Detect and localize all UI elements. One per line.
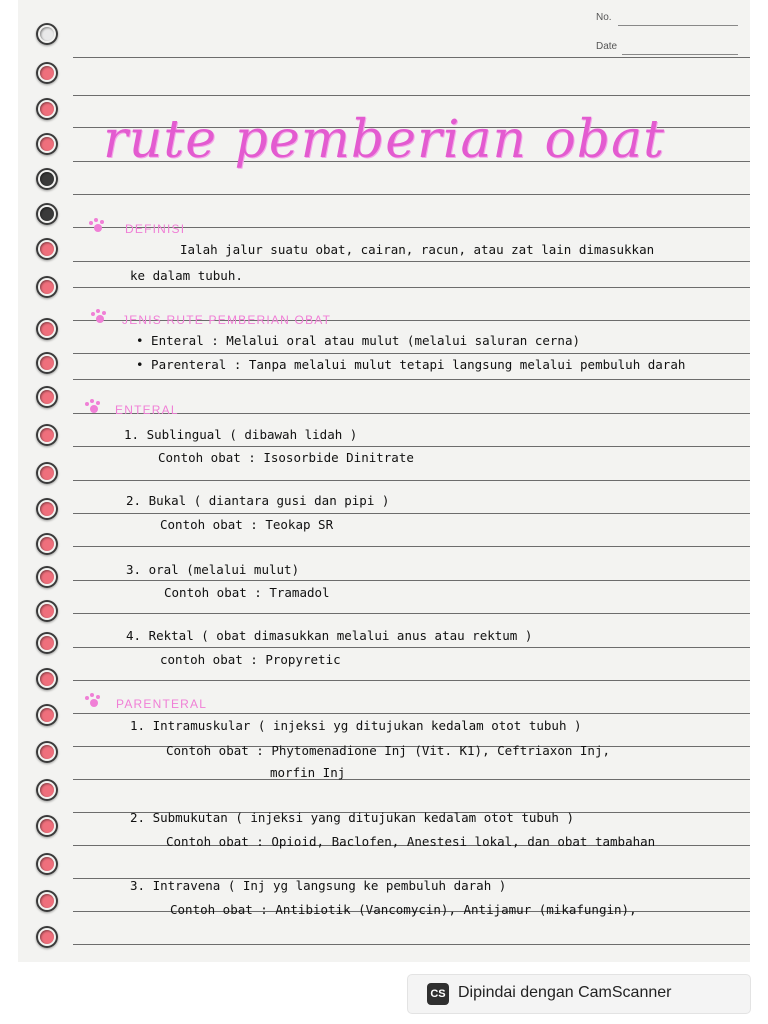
paw-icon [90, 309, 108, 323]
definisi-line-2: ke dalam tubuh. [130, 268, 243, 283]
spiral-ring [36, 632, 58, 654]
spiral-ring [36, 533, 58, 555]
paw-icon [84, 693, 102, 707]
spiral-ring [36, 424, 58, 446]
spiral-ring [36, 566, 58, 588]
spiral-ring [36, 168, 58, 190]
enteral-item-2-example: Contoh obat : Teokap SR [160, 517, 334, 532]
rule-line [73, 287, 750, 288]
parenteral-item-1-example-cont: morfin Inj [270, 765, 346, 780]
enteral-item-1-title: 1. Sublingual ( dibawah lidah ) [124, 427, 358, 442]
spiral-ring [36, 386, 58, 408]
parenteral-item-2-example: Contoh obat : Opioid, Baclofen, Anestesi lokal, dan obat tambahan [166, 834, 656, 849]
rule-line [73, 446, 750, 447]
definisi-heading: DEFINISI [125, 222, 186, 236]
rule-line [73, 944, 750, 945]
rule-line [73, 95, 750, 96]
enteral-item-3-title: 3. oral (melalui mulut) [126, 562, 300, 577]
date-label: Date [596, 41, 618, 52]
rule-line [73, 713, 750, 714]
rule-line [73, 261, 750, 262]
no-label: No. [596, 12, 612, 23]
paw-icon [84, 399, 102, 413]
spiral-ring [36, 741, 58, 763]
spiral-ring [36, 98, 58, 120]
spiral-ring [36, 815, 58, 837]
parenteral-item-3-example: Contoh obat : Antibiotik (Vancomycin), Antijamur (mikafungin), [170, 902, 637, 917]
enteral-item-4-example: contoh obat : Propyretic [160, 652, 341, 667]
rule-line [73, 194, 750, 195]
spiral-ring [36, 462, 58, 484]
spiral-ring [36, 238, 58, 260]
jenis-heading: JENIS RUTE PEMBERIAN OBAT [122, 313, 332, 327]
jenis-enteral: • Enteral : Melalui oral atau mulut (melalui saluran cerna) [136, 333, 581, 348]
camscanner-logo-icon: CS [427, 983, 449, 1005]
spiral-ring [36, 890, 58, 912]
enteral-item-2-title: 2. Bukal ( diantara gusi dan pipi ) [126, 493, 390, 508]
rule-line [73, 779, 750, 780]
notebook-page [18, 0, 750, 962]
rule-line [73, 353, 750, 354]
rule-line [73, 379, 750, 380]
spiral-ring [36, 62, 58, 84]
spiral-ring [36, 600, 58, 622]
no-field-line [618, 25, 738, 26]
parenteral-item-3-title: 3. Intravena ( Inj yg langsung ke pembuluh darah ) [130, 878, 507, 893]
spiral-ring [36, 133, 58, 155]
parenteral-heading: PARENTERAL [116, 697, 208, 711]
camscanner-text: Dipindai dengan CamScanner [458, 984, 672, 1001]
enteral-item-1-example: Contoh obat : Isosorbide Dinitrate [158, 450, 414, 465]
spiral-ring [36, 23, 58, 45]
page-title: rute pemberian obat [103, 110, 665, 170]
spiral-ring [36, 276, 58, 298]
paw-icon [88, 218, 106, 232]
definisi-line-1: Ialah jalur suatu obat, cairan, racun, atau zat lain dimasukkan [180, 242, 655, 257]
spiral-ring [36, 704, 58, 726]
spiral-ring [36, 668, 58, 690]
enteral-heading: ENTERAL [115, 403, 179, 417]
camscanner-badge [408, 975, 750, 1013]
spiral-ring [36, 352, 58, 374]
parenteral-item-1-example: Contoh obat : Phytomenadione Inj (Vit. K1), Ceftriaxon Inj, [166, 743, 611, 758]
spiral-ring [36, 203, 58, 225]
rule-line [73, 680, 750, 681]
spiral-ring [36, 498, 58, 520]
rule-line [73, 613, 750, 614]
spiral-ring [36, 853, 58, 875]
date-field-line [622, 54, 738, 55]
rule-line [73, 647, 750, 648]
rule-line [73, 546, 750, 547]
rule-line [73, 57, 750, 58]
rule-line [73, 513, 750, 514]
parenteral-item-2-title: 2. Submukutan ( injeksi yang ditujukan kedalam otot tubuh ) [130, 810, 575, 825]
rule-line [73, 480, 750, 481]
rule-line [73, 580, 750, 581]
spiral-ring [36, 779, 58, 801]
enteral-item-4-title: 4. Rektal ( obat dimasukkan melalui anus atau rektum ) [126, 628, 533, 643]
enteral-item-3-example: Contoh obat : Tramadol [164, 585, 330, 600]
spiral-ring [36, 318, 58, 340]
parenteral-item-1-title: 1. Intramuskular ( injeksi yg ditujukan kedalam otot tubuh ) [130, 718, 582, 733]
spiral-ring [36, 926, 58, 948]
jenis-parenteral: • Parenteral : Tanpa melalui mulut tetapi langsung melalui pembuluh darah [136, 357, 686, 372]
